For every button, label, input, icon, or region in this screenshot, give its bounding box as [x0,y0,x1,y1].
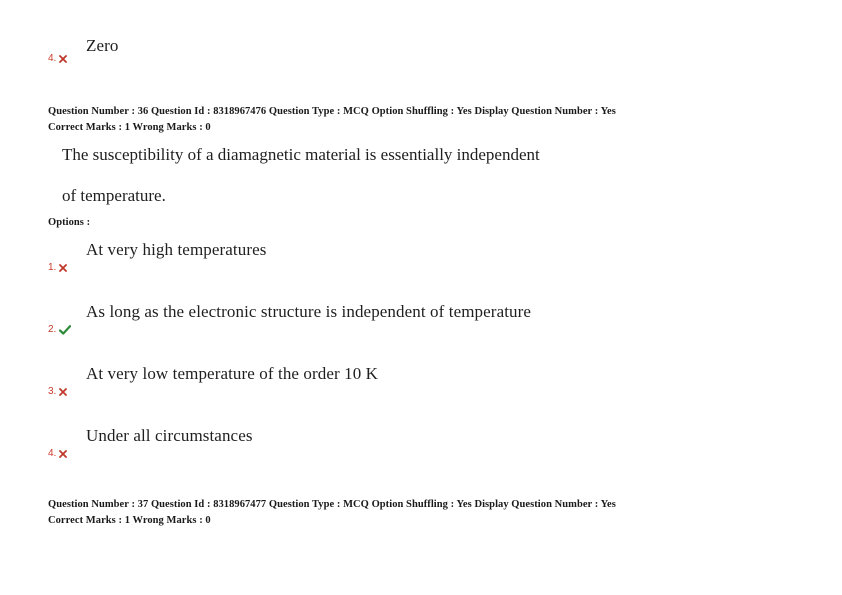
question-36-meta-line1: Question Number : 36 Question Id : 8318967476 Question Type : MCQ Option Shuffling : Yes Display Question Number : Yes [48,106,616,117]
prev-option-4-number: 4. [48,53,57,64]
prev-option-4-text: Zero [86,36,119,55]
question-36-meta-line2: Correct Marks : 1 Wrong Marks : 0 [48,122,211,133]
option-1-marker [48,262,67,273]
cross-icon [59,388,67,396]
option-4-text: Under all circumstances [86,426,253,445]
option-2-text: As long as the electronic structure is independent of temperature [86,302,532,321]
option-1-text: At very high temperatures [86,240,267,259]
option-4-number: 4. [48,448,57,459]
option-3-number: 3. [48,386,57,397]
option-2-number: 2. [48,324,57,335]
option-3-text: At very low temperature of the order 10 K [86,364,379,383]
prev-option-4-marker [48,53,67,64]
question-36-text-line1: The susceptibility of a diamagnetic material is essentially independent [62,145,540,164]
question-37-meta-line2: Correct Marks : 1 Wrong Marks : 0 [48,515,211,526]
option-1-number: 1. [48,262,57,273]
cross-icon [59,55,67,63]
question-36-text-line2: of temperature. [62,186,166,205]
cross-icon [59,264,67,272]
options-label: Options : [48,217,91,228]
check-icon [59,325,71,335]
option-2-marker [48,324,71,335]
question-37-meta-line1: Question Number : 37 Question Id : 8318967477 Question Type : MCQ Option Shuffling : Yes Display Question Number : Yes [48,499,616,510]
option-4-marker [48,448,67,459]
cross-icon [59,450,67,458]
option-3-marker [48,386,67,397]
